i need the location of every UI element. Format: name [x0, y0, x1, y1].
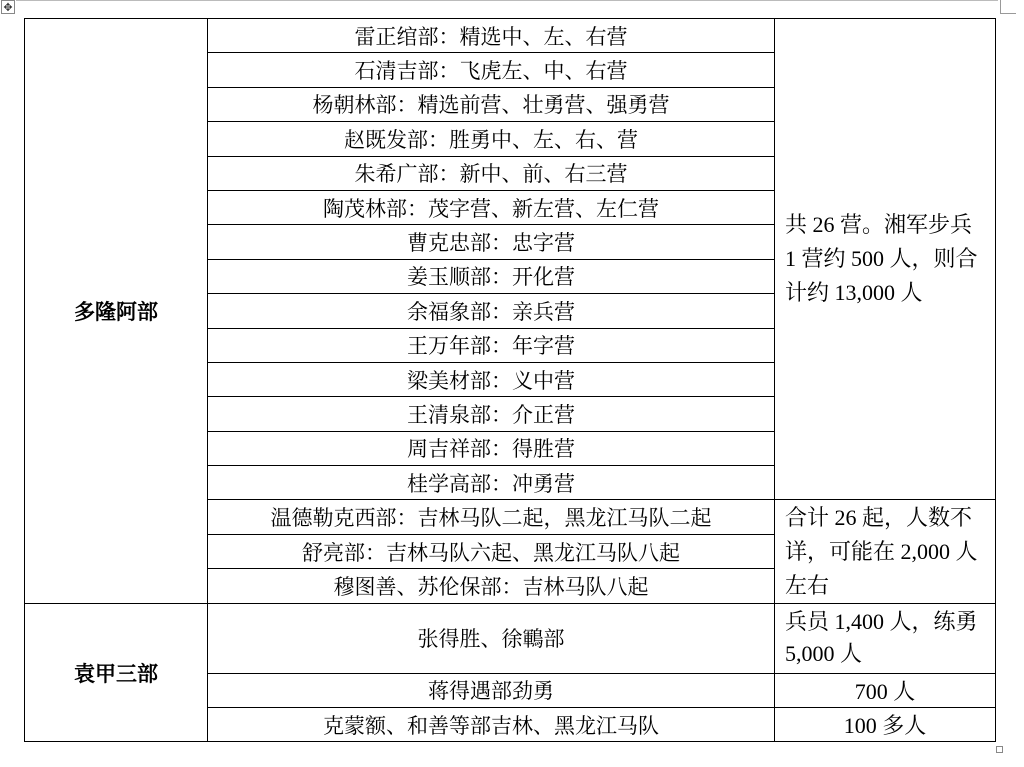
unit-cell: 姜玉顺部：开化营	[208, 259, 775, 293]
unit-cell: 桂学高部：冲勇营	[208, 466, 775, 500]
cavalry-note-cell: 合计 26 起，人数不详，可能在 2,000 人左右	[775, 500, 996, 603]
unit-cell: 余福象部：亲兵营	[208, 294, 775, 328]
troop-table	[24, 18, 996, 742]
infantry-note-cell: 共 26 营。湘军步兵 1 营约 500 人，则合计约 13,000 人	[775, 19, 996, 500]
unit-cell: 朱希广部：新中、前、右三营	[208, 156, 775, 190]
unit-cell: 雷正绾部：精选中、左、右营	[208, 19, 775, 53]
cavalry-unit-cell: 穆图善、苏伦保部：吉林马队八起	[208, 569, 775, 603]
unit-cell: 周吉祥部：得胜营	[208, 431, 775, 465]
page-top-border	[16, 0, 998, 1]
unit-cell: 王万年部：年字营	[208, 328, 775, 362]
table-resize-handle[interactable]	[996, 746, 1003, 753]
note-cell: 700 人	[775, 673, 996, 707]
unit-cell: 杨朝林部：精选前营、壮勇营、强勇营	[208, 87, 775, 121]
unit-cell: 陶茂林部：茂字营、新左营、左仁营	[208, 190, 775, 224]
unit-cell: 石清吉部：飞虎左、中、右营	[208, 53, 775, 87]
unit-cell: 王清泉部：介正营	[208, 397, 775, 431]
unit-cell: 克蒙额、和善等部吉林、黑龙江马队	[208, 708, 775, 742]
note-cell: 100 多人	[775, 708, 996, 742]
group-label-cell: 袁甲三部	[25, 603, 208, 742]
unit-cell: 梁美材部：义中营	[208, 362, 775, 396]
table-row	[25, 603, 996, 673]
cavalry-unit-cell: 温德勒克西部：吉林马队二起，黑龙江马队二起	[208, 500, 775, 534]
unit-cell: 张得胜、徐鶤部	[208, 603, 775, 673]
page-corner-mark	[1000, 0, 1016, 14]
cavalry-unit-cell: 舒亮部：吉林马队六起、黑龙江马队八起	[208, 534, 775, 568]
table-row	[25, 19, 996, 53]
unit-cell: 蒋得遇部劲勇	[208, 673, 775, 707]
unit-cell: 曹克忠部：忠字营	[208, 225, 775, 259]
group-label-cell: 多隆阿部	[25, 19, 208, 604]
note-cell: 兵员 1,400 人，练勇 5,000 人	[775, 603, 996, 673]
unit-cell: 赵既发部：胜勇中、左、右、营	[208, 122, 775, 156]
table-move-handle[interactable]: ✥	[1, 0, 15, 14]
